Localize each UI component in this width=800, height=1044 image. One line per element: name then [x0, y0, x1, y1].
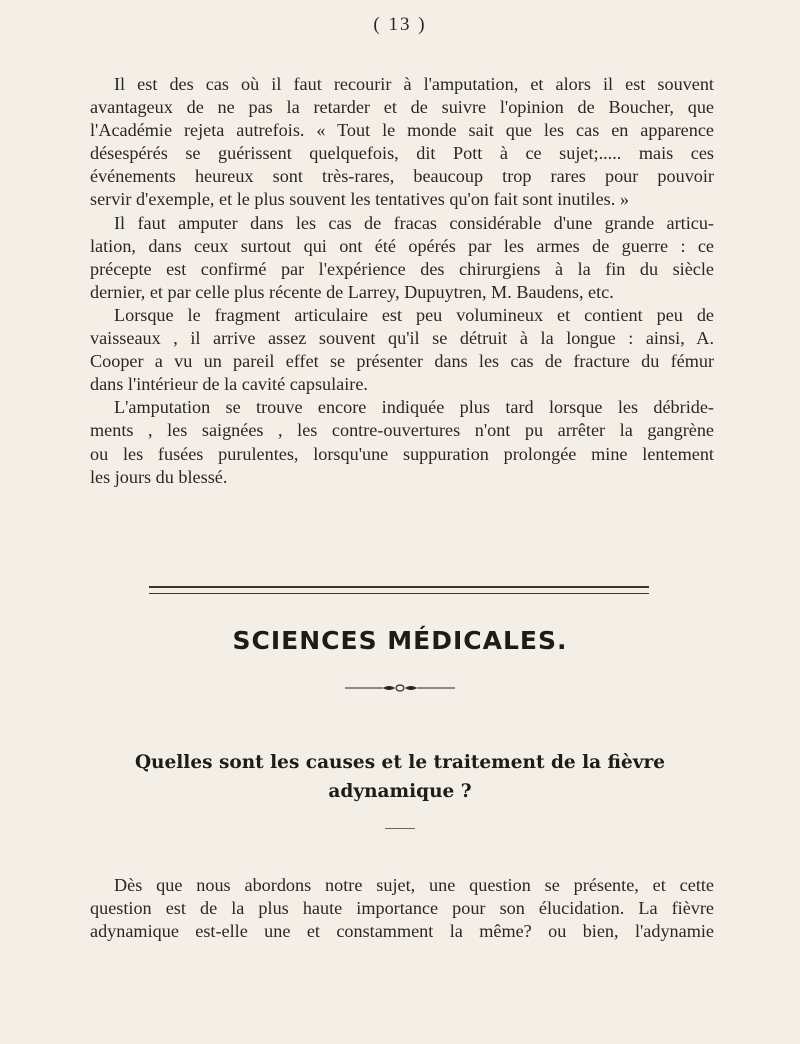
text-line: adynamique est-elle une et constamment la même? ou bien, l'adynamie: [90, 921, 714, 942]
text-line: Dès que nous abordons notre sujet, une question se présente, et cette: [114, 875, 714, 895]
text-line: vaisseaux , il arrive assez souvent qu'il se détruit à la longue : ainsi, A.: [90, 328, 714, 349]
text-line: Il faut amputer dans les cas de fracas considérable d'une grande articu-: [114, 212, 714, 233]
text-line: dernier, et par celle plus récente de Larrey, Dupuytren, M. Baudens, etc.: [90, 281, 614, 302]
text-line: lation, dans ceux surtout qui ont été opérés par les armes de guerre : ce: [90, 235, 714, 256]
text-line: Lorsque le fragment articulaire est peu volumineux et contient peu de: [114, 304, 714, 325]
text-line: précepte est confirmé par l'expérience des chirurgiens à la fin du siècle: [90, 258, 714, 279]
page-number: ( 13 ): [373, 14, 427, 35]
question-heading: [0, 748, 800, 806]
body-text-bottom: [90, 874, 714, 943]
ornament-divider: [345, 683, 455, 693]
text-line: dans l'intérieur de la cavité capsulaire.: [90, 374, 368, 395]
text-line: avantageux de ne pas la retarder et de suivre l'opinion de Boucher, que: [90, 97, 714, 118]
text-line: servir d'exemple, et le plus souvent les tentatives qu'on fait sont inutiles. »: [90, 189, 629, 210]
short-rule: [385, 828, 415, 829]
text-line: Il est des cas où il faut recourir à l'amputation, et alors il est souvent: [114, 74, 714, 94]
text-line: désespérés se guérissent quelquefois, dit Pott à ce sujet;..... mais ces: [90, 143, 714, 164]
text-line: question est de la plus haute importance pour son élucidation. La fièvre: [90, 898, 714, 919]
text-line: les jours du blessé.: [90, 466, 228, 487]
question-line: Quelles sont les causes et le traitement de la fièvre: [134, 752, 666, 773]
text-line: L'amputation se trouve encore indiquée plus tard lorsque les débride-: [114, 397, 714, 418]
text-line: ou les fusées purulentes, lorsqu'une suppuration prolongée mine lentement: [90, 443, 714, 464]
double-rule-divider: [149, 586, 649, 594]
text-line: l'Académie rejeta autrefois. « Tout le monde sait que les cas en apparence: [90, 120, 714, 141]
question-line: adynamique ?: [328, 781, 472, 802]
body-text-top: [90, 73, 714, 489]
section-title: SCIENCES MÉDICALES.: [232, 626, 568, 655]
text-line: ments , les saignées , les contre-ouvertures n'ont pu arrêter la gangrène: [90, 420, 714, 441]
text-line: événements heureux sont très-rares, beaucoup trop rares pour pouvoir: [90, 166, 714, 187]
text-line: Cooper a vu un pareil effet se présenter dans les cas de fracture du fémur: [90, 351, 714, 372]
